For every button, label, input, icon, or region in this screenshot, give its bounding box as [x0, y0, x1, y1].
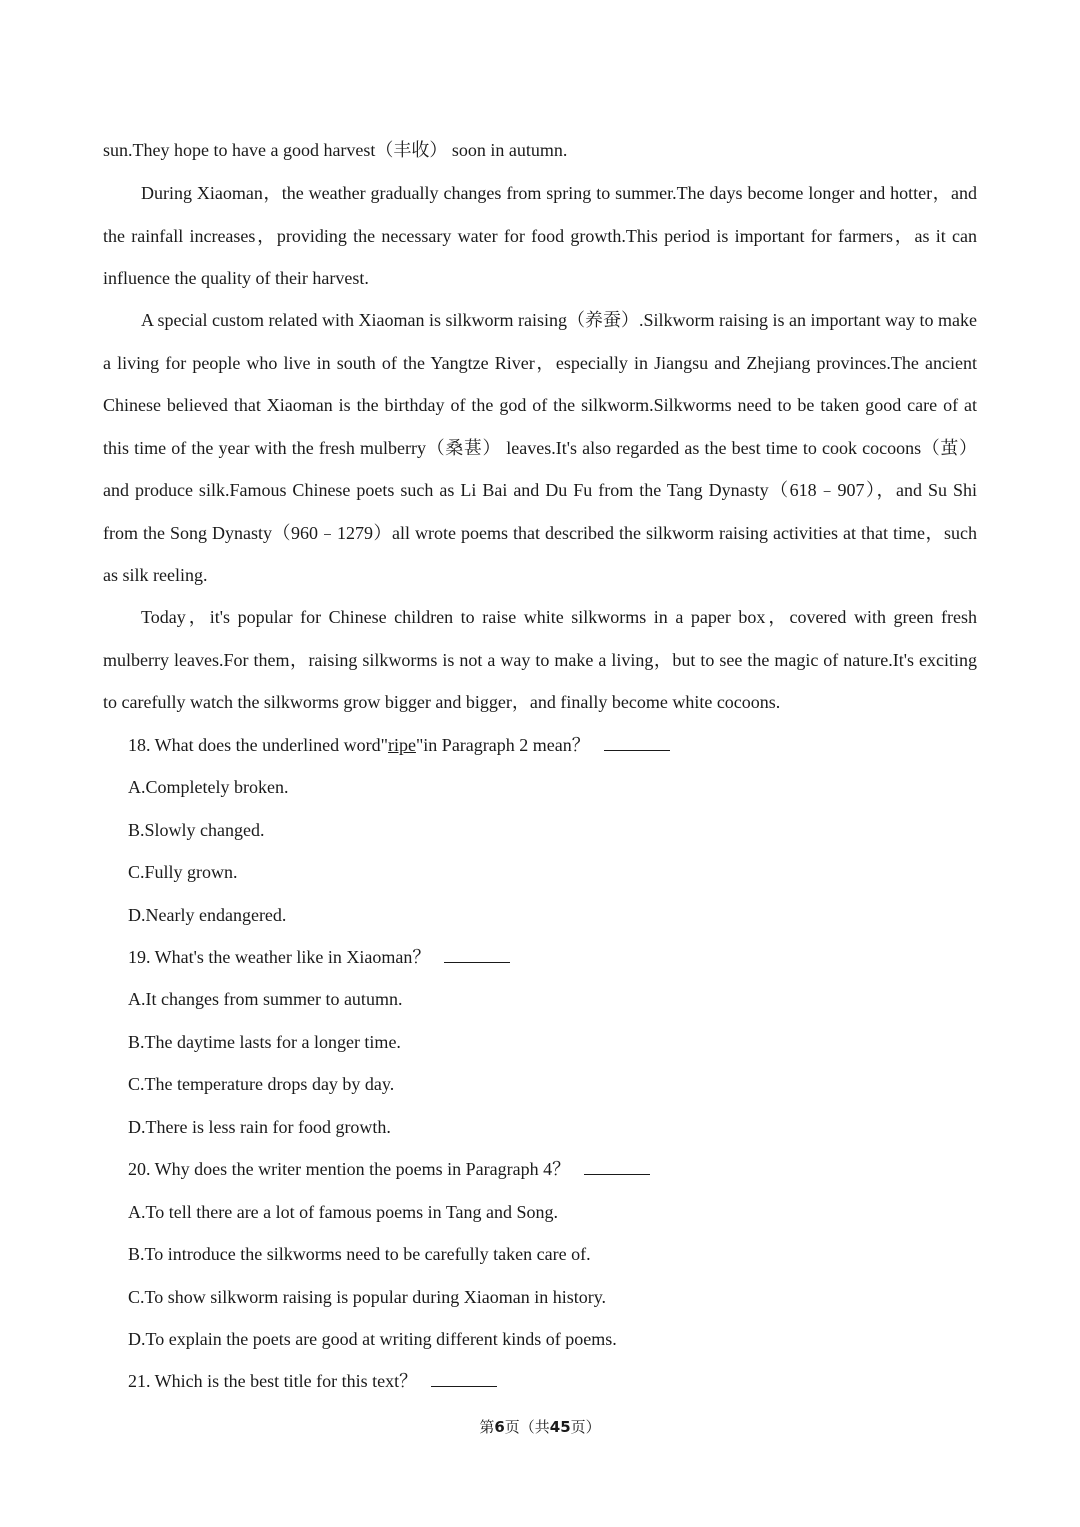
question-18-option-a: A.Completely broken.	[128, 777, 289, 797]
question-18-option-c: C.Fully grown.	[128, 862, 238, 882]
paragraph-continuation: sun.They hope to have a good harvest（丰收） soon in autumn.	[103, 140, 568, 160]
question-18-option-b: B.Slowly changed.	[128, 820, 265, 840]
question-21	[128, 1369, 497, 1393]
paragraph-today: Today，it's popular for Chinese children to raise white silkworms in a paper box，covered with green fresh mulberry leaves.For them，raising silkworms is not a way to make a living，but to see the magic of nature.It's exciting to carefully watch the silkworms grow bigger and bigger，and finally become white cocoons.	[103, 607, 977, 712]
paragraph-silkworm-custom: A special custom related with Xiaoman is silkworm raising（养蚕）.Silkworm raising is an important way to make a living for people who live in south of the Yangtze River，especially in Jiangsu and Zhejiang provinces.The ancient Chinese believed that Xiaoman is the birthday of the god of the silkworm.Silkworms need to be taken good care of at this time of the year with the fresh mulberry（桑葚） leaves.It's also regarded as the best time to cook cocoons（茧） and produce silk.Famous Chinese poets such as Li Bai and Du Fu from the Tang Dynasty（618﹣907），and Su Shi from the Song Dynasty（960﹣1279）all wrote poems that described the silkworm raising activities at that time，such as silk reeling.	[103, 310, 977, 585]
question-20-option-b: B.To introduce the silkworms need to be carefully taken care of.	[128, 1244, 591, 1264]
answer-blank	[584, 1159, 650, 1175]
question-19	[128, 945, 510, 969]
footer-middle: 页（共	[504, 1418, 550, 1436]
underlined-word: ripe	[387, 735, 416, 755]
footer-total-pages: 45	[549, 1418, 571, 1436]
page-footer	[0, 1416, 1080, 1437]
question-19-option-c: C.The temperature drops day by day.	[128, 1074, 395, 1094]
question-18-option-d: D.Nearly endangered.	[128, 905, 287, 925]
question-21-stem: 21. Which is the best title for this text？	[128, 1371, 418, 1391]
footer-suffix: 页）	[570, 1418, 601, 1436]
question-20	[128, 1157, 650, 1181]
question-18-stem-end: "in Paragraph 2 mean？	[415, 735, 590, 755]
footer-prefix: 第	[479, 1418, 495, 1436]
question-19-option-b: B.The daytime lasts for a longer time.	[128, 1032, 401, 1052]
footer-page-number: 6	[494, 1418, 505, 1436]
question-20-stem: 20. Why does the writer mention the poems in Paragraph 4？	[128, 1159, 571, 1179]
question-19-option-a: A.It changes from summer to autumn.	[128, 989, 403, 1009]
question-19-option-d: D.There is less rain for food growth.	[128, 1117, 391, 1137]
question-18	[128, 733, 670, 757]
question-20-option-c: C.To show silkworm raising is popular during Xiaoman in history.	[128, 1287, 607, 1307]
question-19-stem: 19. What's the weather like in Xiaoman？	[128, 947, 431, 967]
question-18-stem-start: 18. What does the underlined word"	[128, 735, 388, 755]
question-20-option-d: D.To explain the poets are good at writing different kinds of poems.	[128, 1329, 617, 1349]
paragraph-weather: During Xiaoman，the weather gradually changes from spring to summer.The days become longer and hotter，and the rainfall increases，providing the necessary water for food growth.This period is important for farmers，as it can influence the quality of their harvest.	[103, 183, 977, 288]
question-20-option-a: A.To tell there are a lot of famous poems in Tang and Song.	[128, 1202, 559, 1222]
answer-blank	[444, 947, 510, 963]
answer-blank	[604, 735, 670, 751]
answer-blank	[431, 1371, 497, 1387]
